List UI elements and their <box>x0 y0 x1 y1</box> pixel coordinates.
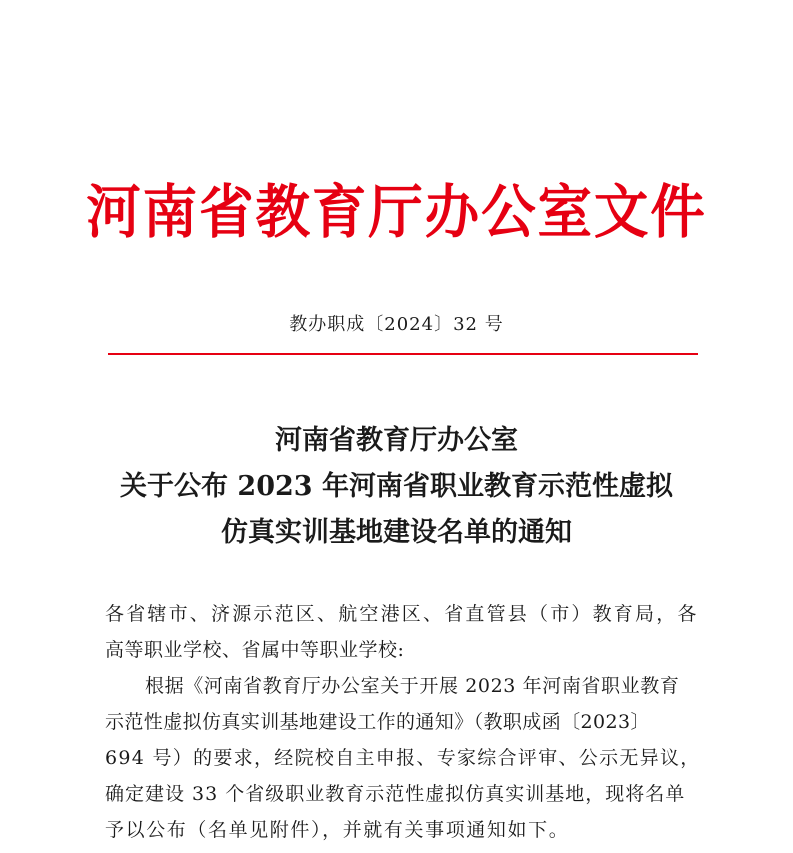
red-separator-line <box>108 353 698 355</box>
body-line-3: 根据《河南省教育厅办公室关于开展 2023 年河南省职业教育 <box>145 675 680 697</box>
body-line-2: 高等职业学校、省属中等职业学校: <box>105 639 405 661</box>
notice-title-line-3: 仿真实训基地建设名单的通知 <box>221 517 572 548</box>
masthead-title: 河南省教育厅办公室文件 <box>86 178 707 246</box>
notice-title-line-2: 关于公布 2023 年河南省职业教育示范性虚拟 <box>120 471 673 502</box>
document-number: 教办职成〔2024〕32 号 <box>289 314 504 335</box>
notice-body <box>105 596 705 848</box>
body-line-1: 各省辖市、济源示范区、航空港区、省直管县（市）教育局，各 <box>105 603 699 625</box>
notice-title-line-1: 河南省教育厅办公室 <box>275 425 518 456</box>
body-line-5: 694 号）的要求，经院校自主申报、专家综合评审、公示无异议， <box>105 747 701 769</box>
body-line-7: 予以公布（名单见附件），并就有关事项通知如下。 <box>105 819 570 841</box>
body-line-6: 确定建设 33 个省级职业教育示范性虚拟仿真实训基地，现将名单 <box>105 783 686 805</box>
notice-title <box>0 418 793 556</box>
body-line-4: 示范性虚拟仿真实训基地建设工作的通知》（教职成函〔2023〕 <box>105 711 650 733</box>
